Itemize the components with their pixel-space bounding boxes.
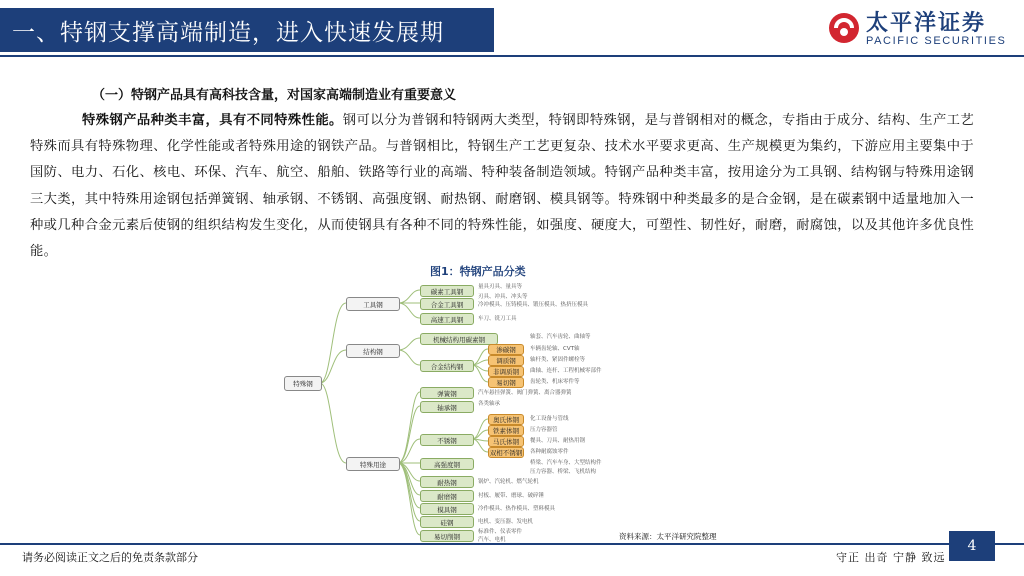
node-mech-carbon: 机械结构用碳素钢 — [420, 333, 498, 345]
footer-motto: 守正 出奇 宁静 致远 — [836, 551, 946, 564]
node-high-strength: 高强度钢 — [420, 458, 474, 470]
node-non-quenched: 非调质钢 — [488, 366, 524, 377]
node-ferritic: 铁素体钢 — [488, 425, 524, 436]
paragraph-lead: 特殊钢产品种类丰富，具有不同特殊性能。 — [82, 113, 343, 128]
note-special-6: 各种耐腐蚀零件 — [530, 449, 569, 455]
paragraph-text: 钢可以分为普钢和特钢两大类型，特钢即特殊钢，是与普钢相对的概念，专指由于成分、结构、生产工艺特殊而具有特殊物理、化学性能或者特殊用途的钢铁产品。与普钢相比，特钢生产工艺更复杂、技术水平要求更高、生产规模更为集约，下游应用主要集中于国防、电力、石化、核电、环保、汽车、航空、船舶、铁路等行业的高端、特种装备制造领域。特钢产品种类丰富，按用途分为工具钢、结构钢与特殊用途钢三大类，其中特殊用途钢包括弹簧钢、轴承钢、不锈钢、高强度钢、耐热钢、耐磨钢、模具钢等。特殊钢中种类最多的是合金钢，是在碳素钢中适量地加入一种或几种合金元素后使钢的组织结构发生变化，从而使钢具有各种不同的特殊性能，如强度、硬度大，可塑性、韧性好，耐磨，耐腐蚀，以及其他许多优良性能。 — [30, 113, 974, 260]
classification-diagram — [280, 280, 680, 542]
note-special-1: 汽车悬挂弹簧、阀门弹簧、离合器弹簧 — [478, 390, 572, 396]
node-bearing: 轴承钢 — [420, 401, 474, 413]
node-silicon: 硅钢 — [420, 516, 474, 528]
note-special-11: 冷作模具、热作模具、塑料模具 — [478, 506, 556, 512]
note-special-9: 锅炉、汽轮机、燃气轮机 — [478, 479, 539, 485]
note-special-10: 衬板、履带、磨球、破碎锤 — [478, 493, 545, 499]
node-duplex: 双相不锈钢 — [489, 449, 523, 457]
note-struct-3: 轴杆类、紧固件螺栓等 — [530, 357, 586, 363]
note-special-4: 压力容器管 — [530, 427, 558, 433]
page-title: 一、特钢支撑高端制造，进入快速发展期 — [12, 19, 444, 46]
note-tool-4: 车刀、铣刀工具 — [478, 316, 517, 322]
body-paragraph — [30, 108, 974, 265]
note-special-8: 压力容器、桥梁、飞机结构 — [530, 469, 597, 475]
node-die-steel: 模具钢 — [420, 503, 474, 515]
note-special-5: 餐具、刀具、耐热用钢 — [530, 438, 586, 444]
node-free-cutting: 易切钢 — [488, 377, 524, 388]
node-heat-resistant: 耐热钢 — [420, 476, 474, 488]
node-martensitic: 马氏体钢 — [488, 436, 524, 447]
page-number: 4 — [949, 531, 995, 561]
note-struct-1: 轴套、汽车齿轮、曲轴等 — [530, 334, 591, 340]
section-heading: （一）特钢产品具有高科技含量，对国家高端制造业有重要意义 — [92, 88, 457, 103]
node-free-cutting-steel: 易切削钢 — [420, 530, 474, 542]
header-divider — [0, 55, 1024, 57]
node-structural-steel: 结构钢 — [346, 344, 400, 358]
node-spring: 弹簧钢 — [420, 387, 474, 399]
node-carbon-tool: 碳素工具钢 — [420, 285, 474, 297]
figure-source: 资料来源：太平洋研究院整理 — [619, 532, 717, 541]
note-tool-3: 冷冲模具、压铸模具、锻压模具、热挤压模具 — [478, 302, 589, 308]
logo-text-cn: 太平洋证券 — [866, 10, 987, 36]
node-alloy-tool: 合金工具钢 — [420, 298, 474, 310]
figure-title: 图1：特钢产品分类 — [430, 265, 526, 278]
node-hss-tool: 高速工具钢 — [420, 313, 474, 325]
note-special-2: 各类轴承 — [478, 401, 501, 407]
note-special-12: 电机、变压器、发电机 — [478, 519, 534, 525]
node-austenitic: 奥氏体钢 — [488, 414, 524, 425]
node-alloy-structural: 合金结构钢 — [420, 360, 474, 372]
node-special-steel: 特殊用途 — [346, 457, 400, 471]
logo-text-en: PACIFIC SECURITIES — [866, 35, 1007, 47]
node-wear-resistant: 耐磨钢 — [420, 490, 474, 502]
node-carburizing: 渗碳钢 — [488, 344, 524, 355]
note-special-14: 汽车、电机 — [478, 537, 506, 543]
note-special-13: 标准件、仪表零件 — [478, 529, 523, 535]
node-quenched-tempered: 调质钢 — [488, 355, 524, 366]
root-node: 特殊钢 — [284, 376, 322, 391]
note-struct-4: 曲轴、连杆、工程机械零部件 — [530, 368, 602, 374]
note-struct-2: 车辆齿轮轴、CVT轴 — [530, 346, 580, 352]
note-special-7: 桥梁、汽车车身、大型结构件 — [530, 460, 602, 466]
note-tool-2: 刃具、冲具、冲头等 — [478, 294, 528, 300]
note-struct-5: 齿轮类、机床零件等 — [530, 379, 580, 385]
note-tool-1: 量具刃具、量具等 — [478, 284, 523, 290]
footer-divider — [0, 543, 1024, 545]
footer-disclaimer: 请务必阅读正文之后的免责条款部分 — [22, 551, 198, 564]
node-tool-steel: 工具钢 — [346, 297, 400, 311]
title-banner — [0, 8, 494, 52]
node-stainless: 不锈钢 — [420, 434, 474, 446]
note-special-3: 化工设备与管线 — [530, 416, 569, 422]
